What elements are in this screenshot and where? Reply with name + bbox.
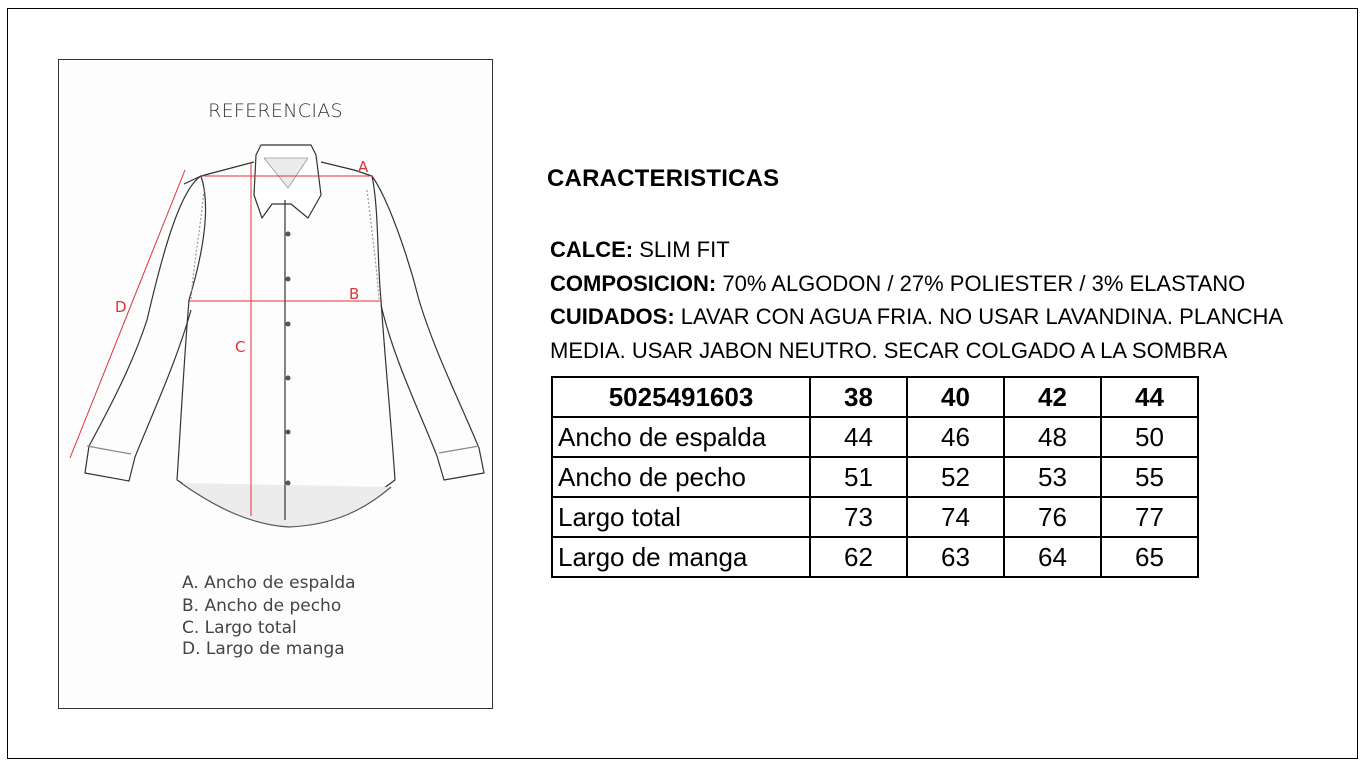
table-row (552, 497, 1198, 537)
table-cell: 50 (1101, 417, 1198, 457)
legend-item-a: A. Ancho de espalda (182, 573, 356, 593)
row-label: Largo total (552, 497, 810, 537)
row-label: Ancho de pecho (552, 457, 810, 497)
table-cell: 63 (907, 537, 1004, 577)
cuidados-line-2: MEDIA. USAR JABON NEUTRO. SECAR COLGADO A LA SOMBRA (550, 337, 1228, 363)
legend-item-d: D. Largo de manga (182, 639, 345, 659)
marker-d: D (115, 298, 127, 316)
row-label: Largo de manga (552, 537, 810, 577)
table-cell: 77 (1101, 497, 1198, 537)
marker-b: B (349, 285, 360, 303)
table-cell: 74 (907, 497, 1004, 537)
table-row (552, 457, 1198, 497)
references-legend (182, 572, 356, 661)
table-cell: 51 (810, 457, 907, 497)
size-header-44: 44 (1101, 377, 1198, 417)
cuidados-line (550, 300, 1350, 334)
marker-c: C (235, 338, 246, 356)
composicion-value: 70% ALGODON / 27% POLIESTER / 3% ELASTANO (716, 270, 1246, 296)
cuidados-value-1: LAVAR CON AGUA FRIA. NO USAR LAVANDINA. PLANCHA (674, 304, 1284, 329)
size-header-42: 42 (1004, 377, 1101, 417)
button-dots (286, 232, 291, 486)
size-header-40: 40 (907, 377, 1004, 417)
table-row (552, 417, 1198, 457)
table-row (552, 537, 1198, 577)
row-label: Ancho de espalda (552, 417, 810, 457)
table-cell: 64 (1004, 537, 1101, 577)
product-code-cell: 5025491603 (552, 377, 810, 417)
calce-value: SLIM FIT (633, 237, 730, 262)
table-cell: 73 (810, 497, 907, 537)
marker-a: A (358, 158, 369, 176)
size-table (551, 376, 1199, 578)
characteristics-title: CARACTERISTICAS (547, 165, 780, 192)
cuidados-label: CUIDADOS: (550, 304, 675, 329)
table-header-row (552, 377, 1198, 417)
composicion-label: COMPOSICION: (550, 270, 717, 296)
characteristics-section (547, 165, 1284, 363)
calce-line (550, 233, 1350, 267)
size-header-38: 38 (810, 377, 907, 417)
legend-item-b: B. Ancho de pecho (182, 596, 342, 616)
table-cell: 46 (907, 417, 1004, 457)
table-cell: 65 (1101, 537, 1198, 577)
references-panel (58, 59, 493, 709)
calce-label: CALCE: (550, 237, 634, 262)
table-cell: 48 (1004, 417, 1101, 457)
table-cell: 62 (810, 537, 907, 577)
table-cell: 52 (907, 457, 1004, 497)
legend-item-c: C. Largo total (182, 618, 297, 638)
table-cell: 76 (1004, 497, 1101, 537)
characteristics-details (550, 233, 1350, 367)
table-cell: 53 (1004, 457, 1101, 497)
table-cell: 44 (810, 417, 907, 457)
references-title: REFERENCIAS (208, 100, 343, 122)
table-cell: 55 (1101, 457, 1198, 497)
composicion-line (550, 267, 1350, 301)
